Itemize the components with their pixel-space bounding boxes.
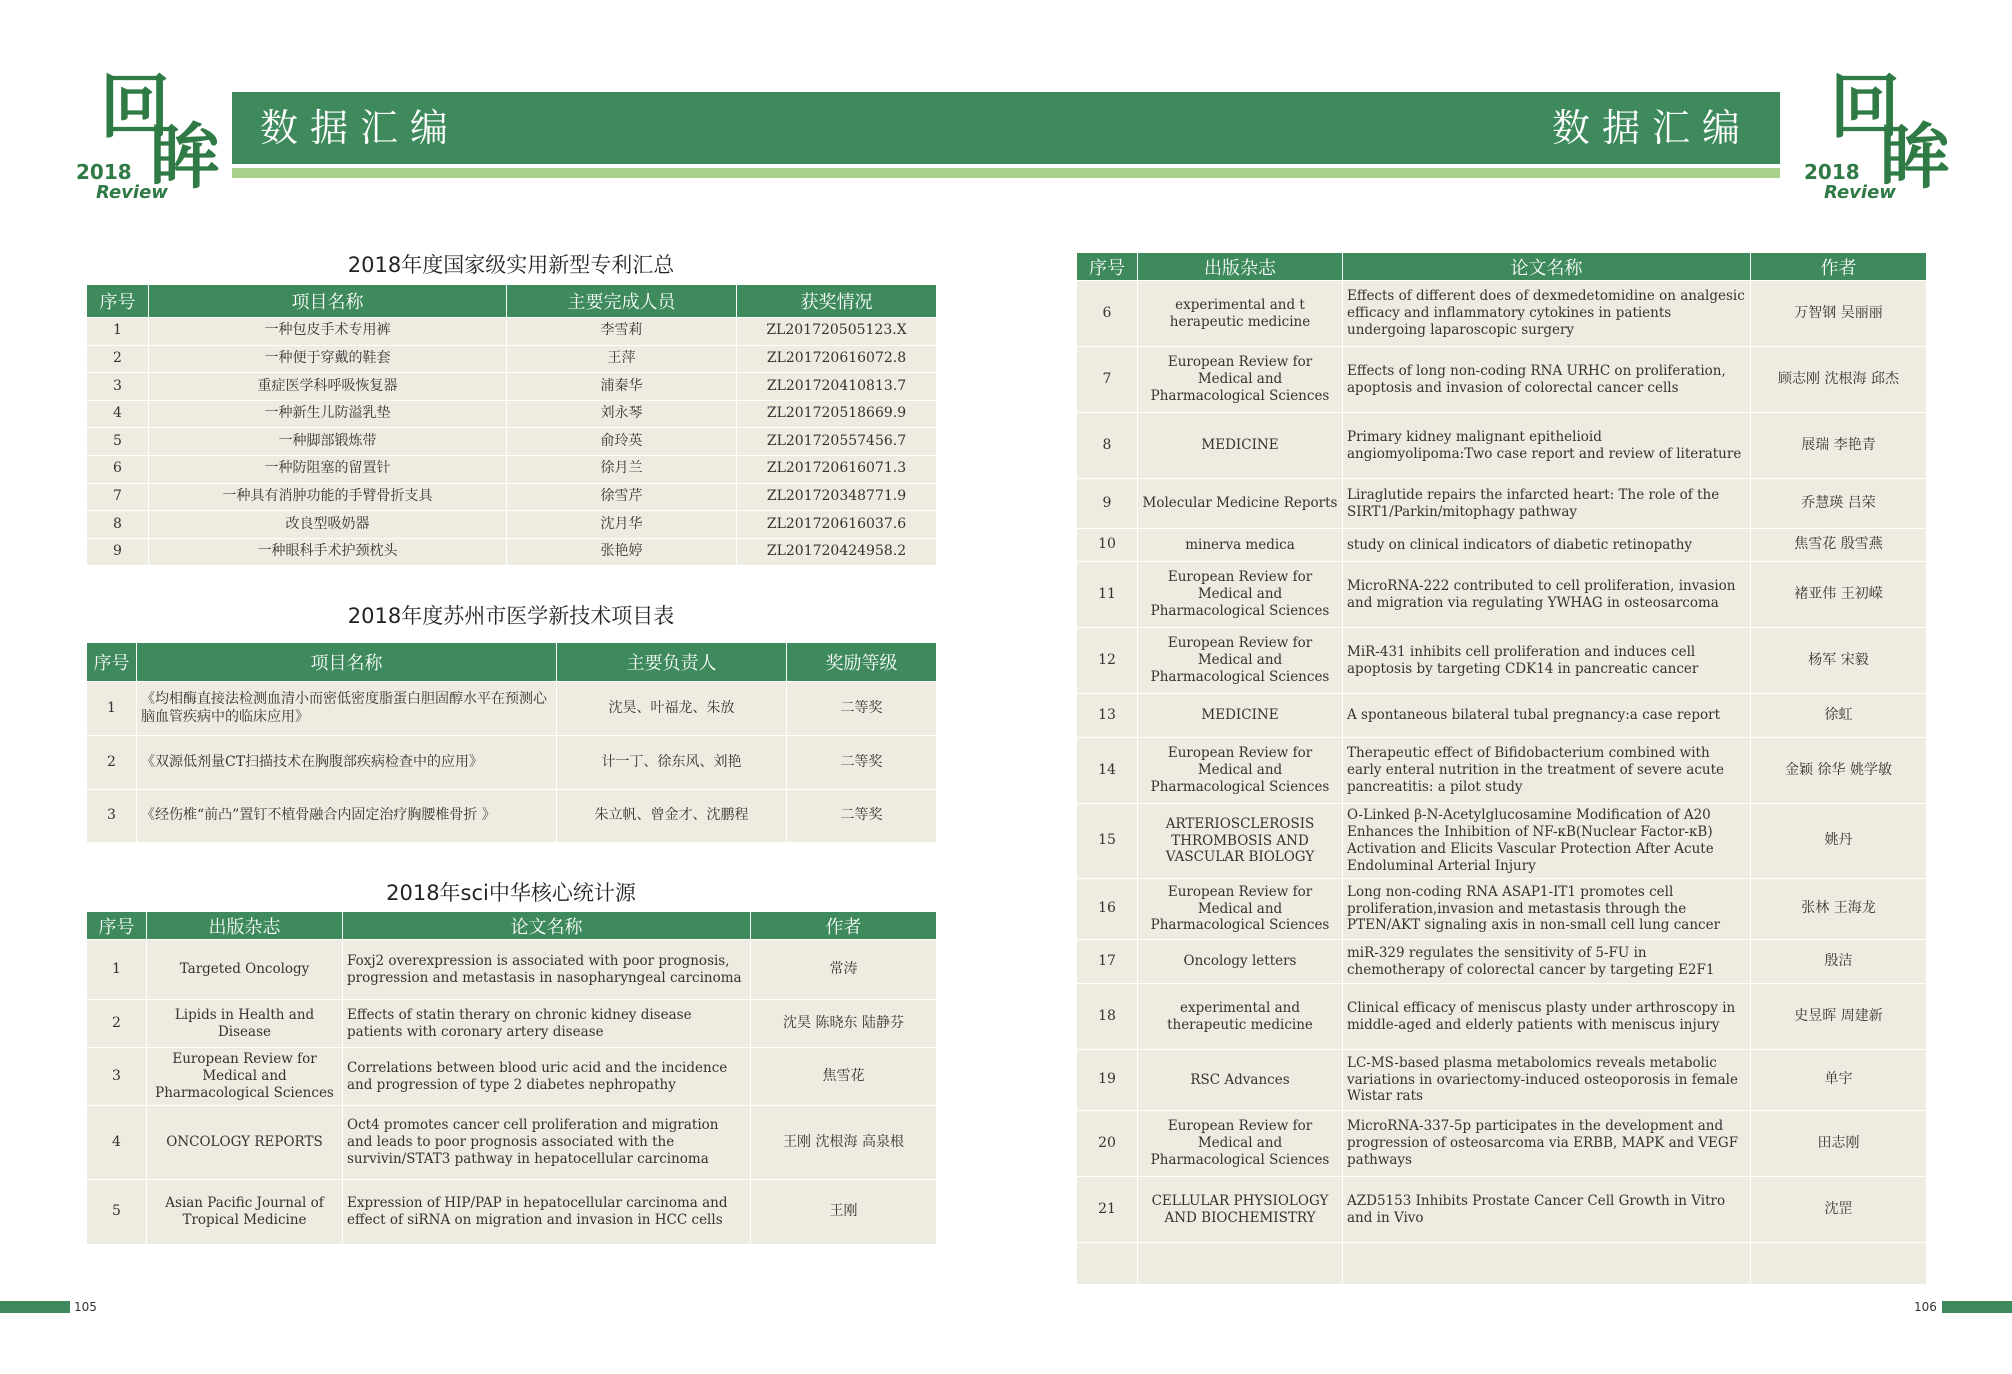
techprojects-title: 2018年度苏州市医学新技术项目表	[347, 604, 675, 628]
table-cell: 3	[87, 373, 149, 401]
table-cell: 田志刚	[1751, 1111, 1927, 1177]
table-row	[1077, 694, 1927, 738]
logo-char-bottom: 眸	[150, 116, 220, 198]
table-cell: 一种脚部锻炼带	[149, 428, 507, 456]
table-cell: O-Linked β-N-Acetylglucosamine Modification of A20 Enhances the Inhibition of NF-κB(Nuclear Factor-κB) Activation and Elicits Vascular Protection After Acute Endoluminal Arterial Injury	[1343, 804, 1751, 879]
table-cell: 3	[87, 790, 137, 843]
table-cell: 13	[1077, 694, 1138, 738]
table-cell: MicroRNA-222 contributed to cell proliferation, invasion and migration via regulating YWHAG in osteosarcoma	[1343, 562, 1751, 628]
table-cell: 19	[1077, 1050, 1138, 1111]
table-row	[1077, 628, 1927, 694]
table-cell: 21	[1077, 1177, 1138, 1243]
table-row	[1077, 413, 1927, 479]
table-row	[87, 682, 937, 736]
table-row	[87, 1048, 937, 1106]
table-cell: 展瑞 李艳青	[1751, 413, 1927, 479]
table-cell: 10	[1077, 529, 1138, 562]
table-cell: 6	[1077, 281, 1138, 347]
table-cell: 4	[87, 400, 149, 428]
table-header: 论文名称	[1343, 253, 1751, 281]
table-cell: MiR-431 inhibits cell proliferation and induces cell apoptosis by targeting CDK14 in pancreatic cancer	[1343, 628, 1751, 694]
table-header: 序号	[87, 643, 137, 682]
techprojects-table	[86, 642, 937, 843]
table-cell: ZL201720616037.6	[737, 511, 937, 539]
footer-bar-left	[0, 1301, 70, 1313]
table-cell: 姚丹	[1751, 804, 1927, 879]
table-cell: 朱立帆、曾金才、沈鹏程	[557, 790, 787, 843]
table-header: 奖励等级	[787, 643, 937, 682]
table-cell: Effects of different does of dexmedetomidine on analgesic efficacy and inflammatory cytokines in patients undergoing laparoscopic surgery	[1343, 281, 1751, 347]
table-cell: ZL201720616071.3	[737, 455, 937, 483]
table-row	[87, 428, 937, 456]
table-cell: MEDICINE	[1138, 694, 1343, 738]
table-cell: 一种包皮手术专用裤	[149, 318, 507, 346]
table-cell: ONCOLOGY REPORTS	[147, 1106, 343, 1180]
table-row	[1077, 479, 1927, 529]
logo-char-top: 回	[100, 66, 170, 148]
table-cell: 杨军 宋毅	[1751, 628, 1927, 694]
table-cell: experimental and therapeutic medicine	[1138, 984, 1343, 1050]
table-cell: 一种具有消肿功能的手臂骨折支具	[149, 483, 507, 511]
table-cell: ZL201720424958.2	[737, 538, 937, 566]
footer-bar-right	[1942, 1301, 2012, 1313]
table-cell: 沈月华	[507, 511, 737, 539]
table-cell: 王刚 沈根海 高泉根	[751, 1106, 937, 1180]
table-cell: 一种便于穿戴的鞋套	[149, 345, 507, 373]
table-cell: 2	[87, 1000, 147, 1048]
table-cell: 王刚	[751, 1180, 937, 1245]
table-cell: Clinical efficacy of meniscus plasty under arthroscopy in middle-aged and elderly patients with meniscus injury	[1343, 984, 1751, 1050]
table-row	[87, 1180, 937, 1245]
table-cell: CELLULAR PHYSIOLOGY AND BIOCHEMISTRY	[1138, 1177, 1343, 1243]
table-cell: Oncology letters	[1138, 940, 1343, 984]
table-cell: MicroRNA-337-5p participates in the development and progression of osteosarcoma via ERBB, MAPK and VEGF pathways	[1343, 1111, 1751, 1177]
table-row	[1077, 1177, 1927, 1243]
table-cell: European Review for Medical and Pharmacological Sciences	[147, 1048, 343, 1106]
table-row	[1077, 1243, 1927, 1285]
table-cell: Asian Pacific Journal of Tropical Medicine	[147, 1180, 343, 1245]
table-cell: 2	[87, 345, 149, 373]
table-cell: European Review for Medical and Pharmacological Sciences	[1138, 628, 1343, 694]
table-cell: 《均相酶直接法检测血清小而密低密度脂蛋白胆固醇水平在预测心脑血管疾病中的临床应用》	[137, 682, 557, 736]
table-cell: Effects of statin therary on chronic kidney disease patients with coronary artery disease	[343, 1000, 751, 1048]
table-row	[87, 538, 937, 566]
table-header: 项目名称	[137, 643, 557, 682]
table-cell: 计一丁、徐东风、刘艳	[557, 736, 787, 790]
table-header: 序号	[87, 912, 147, 940]
table-cell: study on clinical indicators of diabetic retinopathy	[1343, 529, 1751, 562]
table-cell: 一种防阻塞的留置针	[149, 455, 507, 483]
table-cell: ZL201720616072.8	[737, 345, 937, 373]
table-row	[87, 455, 937, 483]
table-cell: 《双源低剂量CT扫描技术在胸腹部疾病检查中的应用》	[137, 736, 557, 790]
table-cell: Therapeutic effect of Bifidobacterium combined with early enteral nutrition in the treatment of severe acute pancreatitis: a pilot study	[1343, 738, 1751, 804]
table-cell: 5	[87, 428, 149, 456]
logo-char-top: 回	[1830, 66, 1900, 148]
table-cell: 单宇	[1751, 1050, 1927, 1111]
table-row	[1077, 281, 1927, 347]
table-row	[1077, 1050, 1927, 1111]
table-cell: 重症医学科呼吸恢复器	[149, 373, 507, 401]
table-row	[87, 400, 937, 428]
table-cell: A spontaneous bilateral tubal pregnancy:a case report	[1343, 694, 1751, 738]
table-cell: 8	[87, 511, 149, 539]
table-cell: 5	[87, 1180, 147, 1245]
logo-review: Review	[96, 182, 168, 203]
table-cell: 殷洁	[1751, 940, 1927, 984]
table-cell: 6	[87, 455, 149, 483]
table-cell: Correlations between blood uric acid and the incidence and progression of type 2 diabetes nephropathy	[343, 1048, 751, 1106]
table-cell: 二等奖	[787, 790, 937, 843]
table-cell: Expression of HIP/PAP in hepatocellular carcinoma and effect of siRNA on migration and invasion in HCC cells	[343, 1180, 751, 1245]
sci-title: 2018年sci中华核心统计源	[386, 881, 636, 905]
table-cell: 顾志刚 沈根海 邱杰	[1751, 347, 1927, 413]
table-cell: European Review for Medical and Pharmacological Sciences	[1138, 1111, 1343, 1177]
table-cell: 4	[87, 1106, 147, 1180]
table-cell: ARTERIOSCLEROSIS THROMBOSIS AND VASCULAR BIOLOGY	[1138, 804, 1343, 879]
table-cell: 一种新生儿防溢乳垫	[149, 400, 507, 428]
table-cell: Lipids in Health and Disease	[147, 1000, 343, 1048]
patents-title: 2018年度国家级实用新型专利汇总	[347, 253, 675, 277]
table-header: 项目名称	[149, 285, 507, 318]
table-row	[1077, 347, 1927, 413]
table-cell: MEDICINE	[1138, 413, 1343, 479]
table-cell: ZL201720557456.7	[737, 428, 937, 456]
table-cell: 常涛	[751, 940, 937, 1000]
table-cell: 史昱晖 周建新	[1751, 984, 1927, 1050]
table-cell: 17	[1077, 940, 1138, 984]
table-cell	[1077, 1243, 1138, 1285]
table-cell: 12	[1077, 628, 1138, 694]
table-header: 出版杂志	[1138, 253, 1343, 281]
table-cell: LC-MS-based plasma metabolomics reveals metabolic variations in ovariectomy-induced osteoporosis in female Wistar rats	[1343, 1050, 1751, 1111]
table-cell: 金颖 徐华 姚学敏	[1751, 738, 1927, 804]
table-cell: ZL201720518669.9	[737, 400, 937, 428]
table-cell: 徐月兰	[507, 455, 737, 483]
table-cell: 徐雪芹	[507, 483, 737, 511]
table-cell: 1	[87, 318, 149, 346]
table-cell: 14	[1077, 738, 1138, 804]
table-cell: 张林 王海龙	[1751, 879, 1927, 940]
table-cell: 焦雪花	[751, 1048, 937, 1106]
table-cell: 11	[1077, 562, 1138, 628]
table-cell: 焦雪花 殷雪燕	[1751, 529, 1927, 562]
table-cell	[1077, 1288, 1138, 1289]
logo-year: 2018	[1804, 160, 1860, 184]
table-cell: 16	[1077, 879, 1138, 940]
table-cell: Primary kidney malignant epithelioid angiomyolipoma:Two case report and review of literature	[1343, 413, 1751, 479]
table-row	[1077, 804, 1927, 879]
table-cell: 15	[1077, 804, 1138, 879]
table-cell: European Review for Medical and Pharmacological Sciences	[1138, 562, 1343, 628]
table-row	[87, 1106, 937, 1180]
table-cell: 乔慧瑛 吕荣	[1751, 479, 1927, 529]
table-row	[87, 511, 937, 539]
table-cell: 3	[87, 1048, 147, 1106]
table-cell: miR-329 regulates the sensitivity of 5-FU in chemotherapy of colorectal cancer by targeting E2F1	[1343, 940, 1751, 984]
table-cell: 1	[87, 682, 137, 736]
table-cell: RSC Advances	[1138, 1050, 1343, 1111]
header-bar	[232, 92, 1780, 164]
table-row	[87, 483, 937, 511]
table-header: 论文名称	[343, 912, 751, 940]
table-cell: 9	[87, 538, 149, 566]
table-row	[1077, 562, 1927, 628]
table-row	[1077, 940, 1927, 984]
table-cell: 李雪莉	[507, 318, 737, 346]
table-cell: 沈昊 陈晓东 陆静芬	[751, 1000, 937, 1048]
table-cell: 万智钢 吴丽丽	[1751, 281, 1927, 347]
table-header: 序号	[1077, 253, 1138, 281]
table-cell: 沈昊、叶福龙、朱放	[557, 682, 787, 736]
sci-table	[86, 911, 937, 1245]
table-row	[87, 790, 937, 843]
table-cell: 9	[1077, 479, 1138, 529]
page-number-right: 106	[1914, 1300, 1937, 1314]
table-cell: experimental and t herapeutic medicine	[1138, 281, 1343, 347]
patents-table	[86, 284, 937, 566]
table-cell: 《经伤椎“前凸”置钉不植骨融合内固定治疗胸腰椎骨折 》	[137, 790, 557, 843]
table-cell	[1751, 1243, 1927, 1285]
table-row	[1077, 738, 1927, 804]
table-cell: European Review for Medical and Pharmacological Sciences	[1138, 347, 1343, 413]
table-cell: European Review for Medical and Pharmacological Sciences	[1138, 879, 1343, 940]
logo-review: Review	[1824, 182, 1896, 203]
table-cell: ZL201720505123.X	[737, 318, 937, 346]
table-cell: minerva medica	[1138, 529, 1343, 562]
table-cell: ZL201720410813.7	[737, 373, 937, 401]
table-row	[1077, 1111, 1927, 1177]
table-cell: AZD5153 Inhibits Prostate Cancer Cell Growth in Vitro and in Vivo	[1343, 1177, 1751, 1243]
table-cell	[1138, 1243, 1343, 1285]
table-cell	[1751, 1288, 1927, 1289]
logo-year: 2018	[76, 160, 132, 184]
table-row	[87, 345, 937, 373]
table-cell: 浦秦华	[507, 373, 737, 401]
table-row	[1077, 529, 1927, 562]
table-cell: 1	[87, 940, 147, 1000]
table-cell: Oct4 promotes cancer cell proliferation and migration and leads to poor prognosis associated with the survivin/STAT3 pathway in hepatocellular carcinoma	[343, 1106, 751, 1180]
table-cell	[1343, 1288, 1751, 1289]
table-cell: Foxj2 overexpression is associated with poor prognosis, progression and metastasis in nasopharyngeal carcinoma	[343, 940, 751, 1000]
table-cell: 刘永琴	[507, 400, 737, 428]
table-header: 出版杂志	[147, 912, 343, 940]
table-row	[87, 736, 937, 790]
table-row	[87, 318, 937, 346]
table-row	[87, 373, 937, 401]
table-cell	[1138, 1288, 1343, 1289]
table-cell: 18	[1077, 984, 1138, 1050]
table-cell: Targeted Oncology	[147, 940, 343, 1000]
table-row	[87, 1000, 937, 1048]
table-cell: 7	[87, 483, 149, 511]
table-cell: 一种眼科手术护颈枕头	[149, 538, 507, 566]
sci-continued-table	[1076, 252, 1927, 1289]
table-cell: ZL201720348771.9	[737, 483, 937, 511]
table-cell: 改良型吸奶器	[149, 511, 507, 539]
table-cell: 2	[87, 736, 137, 790]
header-title-right: 数据汇编	[1551, 106, 1752, 150]
table-cell: Liraglutide repairs the infarcted heart: The role of the SIRT1/Parkin/mitophagy pathway	[1343, 479, 1751, 529]
logo-char-bottom: 眸	[1880, 116, 1950, 198]
table-header: 作者	[1751, 253, 1927, 281]
table-cell: 张艳婷	[507, 538, 737, 566]
table-cell: 徐虹	[1751, 694, 1927, 738]
header-title-left: 数据汇编	[260, 106, 461, 150]
header-accent-line	[232, 168, 1780, 178]
table-cell: 二等奖	[787, 736, 937, 790]
page-number-left: 105	[74, 1300, 97, 1314]
table-row	[1077, 984, 1927, 1050]
review-logo-left	[70, 66, 220, 203]
table-cell: 7	[1077, 347, 1138, 413]
table-cell: Effects of long non-coding RNA URHC on proliferation, apoptosis and invasion of colorectal cancer cells	[1343, 347, 1751, 413]
review-logo-right	[1800, 66, 1950, 203]
table-header: 主要完成人员	[507, 285, 737, 318]
table-cell: Long non-coding RNA ASAP1-IT1 promotes cell proliferation,invasion and metastasis through the PTEN/AKT signaling axis in non-small cell lung cancer	[1343, 879, 1751, 940]
table-header: 作者	[751, 912, 937, 940]
table-header: 主要负责人	[557, 643, 787, 682]
table-cell: 沈罡	[1751, 1177, 1927, 1243]
table-cell: 8	[1077, 413, 1138, 479]
table-cell: 二等奖	[787, 682, 937, 736]
table-row	[1077, 879, 1927, 940]
table-header: 获奖情况	[737, 285, 937, 318]
table-cell: European Review for Medical and Pharmacological Sciences	[1138, 738, 1343, 804]
table-cell: 俞玲英	[507, 428, 737, 456]
table-cell: Molecular Medicine Reports	[1138, 479, 1343, 529]
table-row	[87, 940, 937, 1000]
table-cell	[1343, 1243, 1751, 1285]
table-cell: 褚亚伟 王初嵘	[1751, 562, 1927, 628]
table-header: 序号	[87, 285, 149, 318]
table-row	[1077, 1288, 1927, 1289]
table-cell: 20	[1077, 1111, 1138, 1177]
table-cell: 王萍	[507, 345, 737, 373]
